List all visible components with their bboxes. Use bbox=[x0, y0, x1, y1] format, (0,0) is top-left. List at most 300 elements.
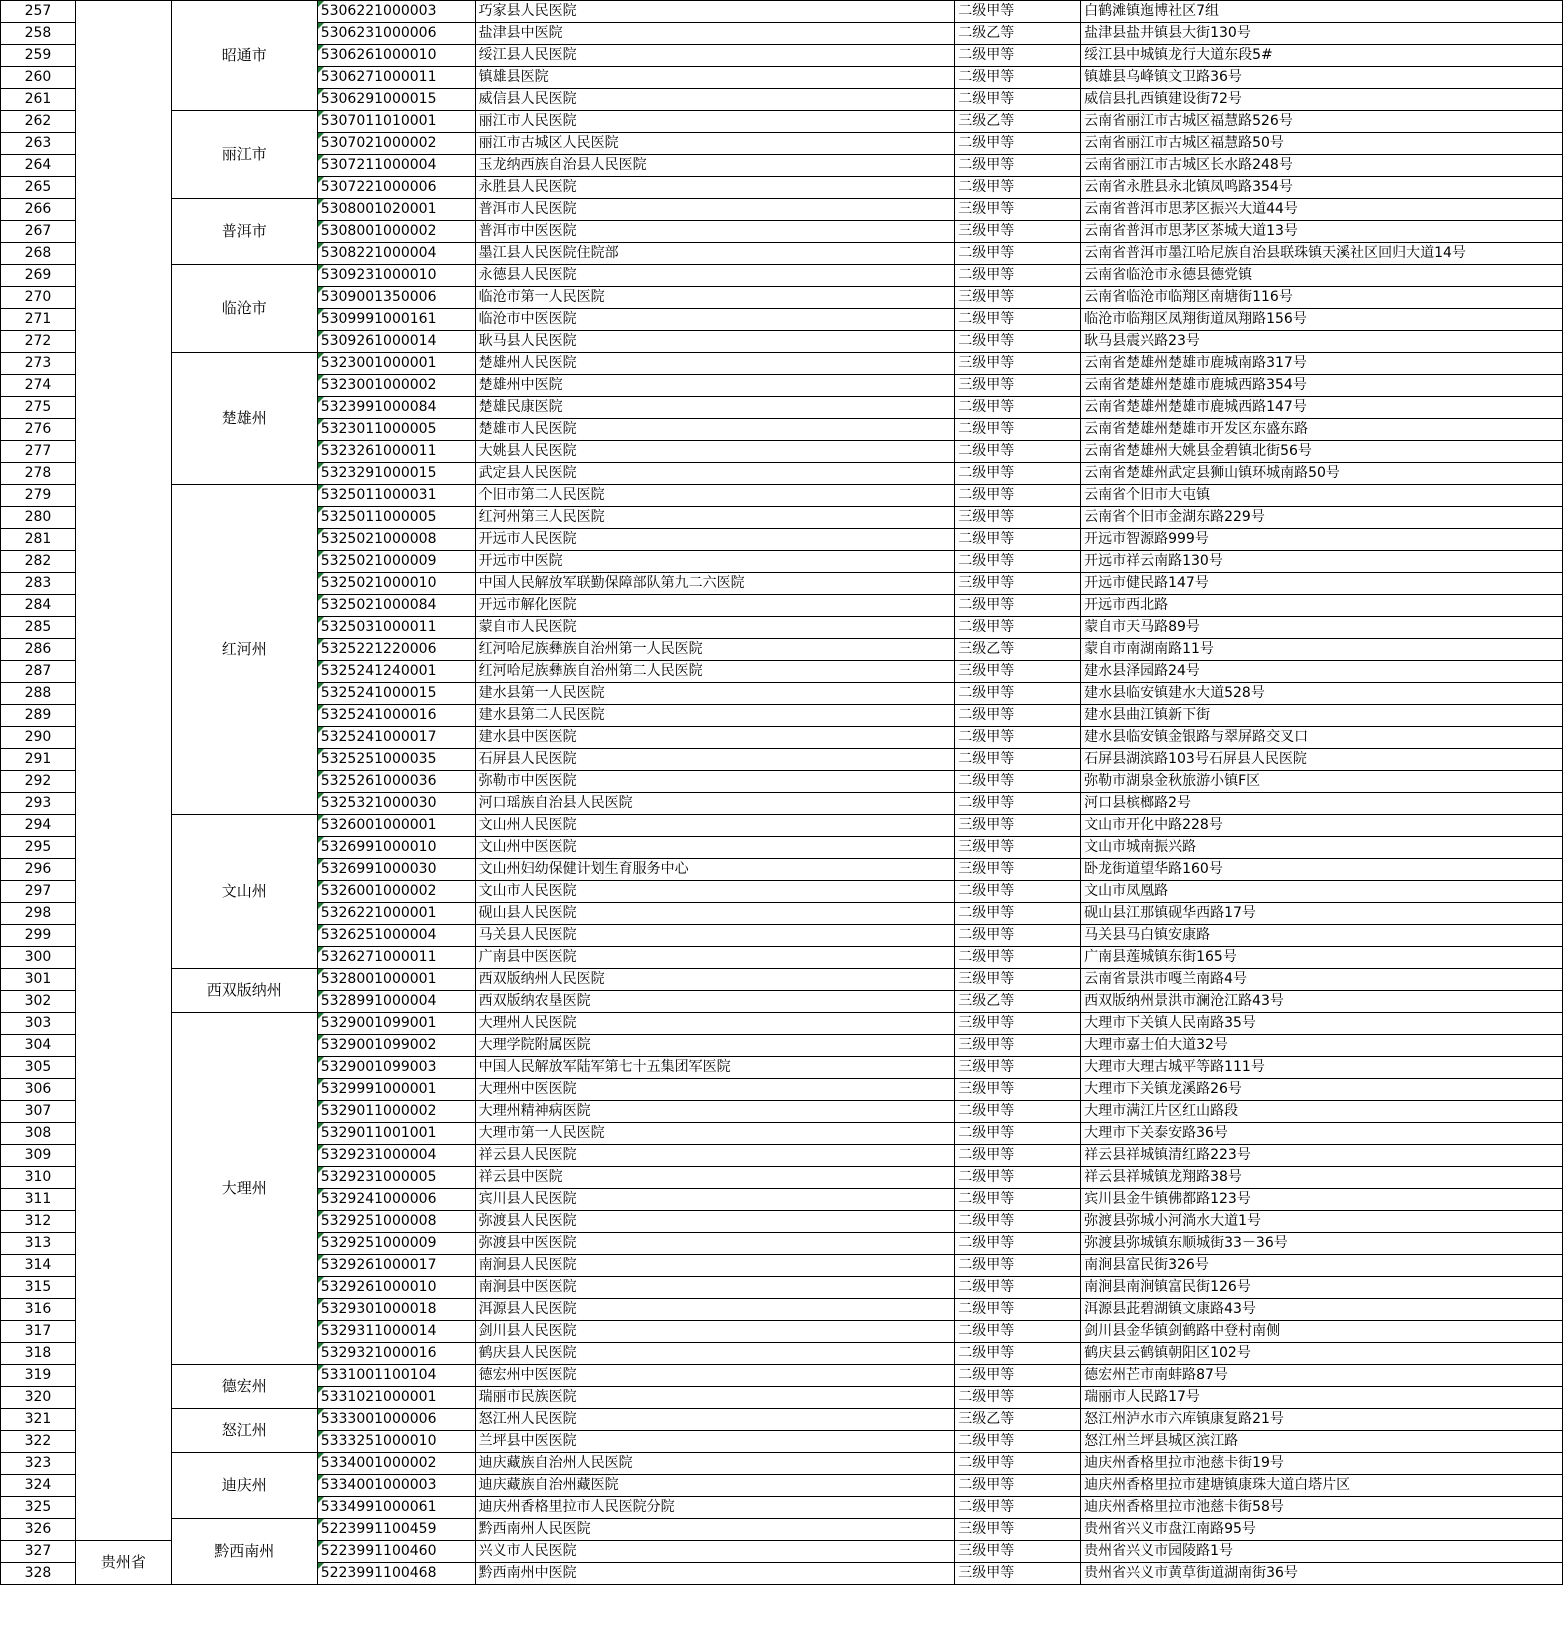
institution-code-cell: 5328001000001 bbox=[317, 969, 475, 991]
hospital-name-cell: 永德县人民医院 bbox=[475, 265, 955, 287]
address-cell: 石屏县湖滨路103号石屏县人民医院 bbox=[1081, 749, 1563, 771]
institution-code-cell: 5329261000017 bbox=[317, 1255, 475, 1277]
hospital-name-cell: 大理州人民医院 bbox=[475, 1013, 955, 1035]
address-cell: 弥勒市湖泉金秋旅游小镇F区 bbox=[1081, 771, 1563, 793]
row-number-cell: 263 bbox=[1, 133, 76, 155]
institution-code-cell: 5329001099002 bbox=[317, 1035, 475, 1057]
hospital-name-cell: 楚雄民康医院 bbox=[475, 397, 955, 419]
institution-code-cell: 5329301000018 bbox=[317, 1299, 475, 1321]
hospital-level-cell: 二级甲等 bbox=[955, 925, 1081, 947]
hospital-name-cell: 巧家县人民医院 bbox=[475, 1, 955, 23]
row-number-cell: 261 bbox=[1, 89, 76, 111]
hospital-name-cell: 大理州中医医院 bbox=[475, 1079, 955, 1101]
hospital-level-cell: 二级甲等 bbox=[955, 1, 1081, 23]
row-number-cell: 306 bbox=[1, 1079, 76, 1101]
hospital-level-cell: 二级甲等 bbox=[955, 45, 1081, 67]
hospital-level-cell: 二级甲等 bbox=[955, 881, 1081, 903]
row-number-cell: 294 bbox=[1, 815, 76, 837]
row-number-cell: 274 bbox=[1, 375, 76, 397]
address-cell: 云南省楚雄州楚雄市鹿城南路317号 bbox=[1081, 353, 1563, 375]
hospital-name-cell: 玉龙纳西族自治县人民医院 bbox=[475, 155, 955, 177]
hospital-level-cell: 二级甲等 bbox=[955, 1189, 1081, 1211]
hospital-level-cell: 二级甲等 bbox=[955, 1365, 1081, 1387]
hospital-name-cell: 建水县第一人民医院 bbox=[475, 683, 955, 705]
institution-code-cell: 5307021000002 bbox=[317, 133, 475, 155]
hospital-name-cell: 南涧县人民医院 bbox=[475, 1255, 955, 1277]
address-cell: 云南省楚雄州武定县狮山镇环城南路50号 bbox=[1081, 463, 1563, 485]
row-number-cell: 309 bbox=[1, 1145, 76, 1167]
hospital-name-cell: 大姚县人民医院 bbox=[475, 441, 955, 463]
hospital-level-cell: 二级甲等 bbox=[955, 1145, 1081, 1167]
hospital-name-cell: 马关县人民医院 bbox=[475, 925, 955, 947]
institution-code-cell: 5223991100460 bbox=[317, 1541, 475, 1563]
address-cell: 贵州省兴义市园陵路1号 bbox=[1081, 1541, 1563, 1563]
address-cell: 云南省楚雄州大姚县金碧镇北街56号 bbox=[1081, 441, 1563, 463]
institution-code-cell: 5329001099001 bbox=[317, 1013, 475, 1035]
hospital-level-cell: 二级甲等 bbox=[955, 1277, 1081, 1299]
institution-code-cell: 5326251000004 bbox=[317, 925, 475, 947]
hospital-name-cell: 迪庆州香格里拉市人民医院分院 bbox=[475, 1497, 955, 1519]
hospital-level-cell: 三级甲等 bbox=[955, 1057, 1081, 1079]
address-cell: 开远市健民路147号 bbox=[1081, 573, 1563, 595]
institution-code-cell: 5323291000015 bbox=[317, 463, 475, 485]
hospital-name-cell: 开远市解化医院 bbox=[475, 595, 955, 617]
row-number-cell: 265 bbox=[1, 177, 76, 199]
hospital-name-cell: 临沧市第一人民医院 bbox=[475, 287, 955, 309]
city-cell: 德宏州 bbox=[171, 1365, 317, 1409]
row-number-cell: 324 bbox=[1, 1475, 76, 1497]
institution-code-cell: 5309261000014 bbox=[317, 331, 475, 353]
hospital-name-cell: 开远市人民医院 bbox=[475, 529, 955, 551]
address-cell: 云南省景洪市嘎兰南路4号 bbox=[1081, 969, 1563, 991]
row-number-cell: 322 bbox=[1, 1431, 76, 1453]
row-number-cell: 260 bbox=[1, 67, 76, 89]
address-cell: 大理市大理古城平等路111号 bbox=[1081, 1057, 1563, 1079]
hospital-level-cell: 二级甲等 bbox=[955, 1123, 1081, 1145]
institution-code-cell: 5325021000010 bbox=[317, 573, 475, 595]
hospital-name-cell: 丽江市古城区人民医院 bbox=[475, 133, 955, 155]
row-number-cell: 267 bbox=[1, 221, 76, 243]
row-number-cell: 310 bbox=[1, 1167, 76, 1189]
city-cell: 丽江市 bbox=[171, 111, 317, 199]
address-cell: 镇雄县乌峰镇文卫路36号 bbox=[1081, 67, 1563, 89]
table-row bbox=[1, 265, 1563, 287]
hospital-name-cell: 红河哈尼族彝族自治州第二人民医院 bbox=[475, 661, 955, 683]
address-cell: 西双版纳州景洪市澜沧江路43号 bbox=[1081, 991, 1563, 1013]
hospital-level-cell: 二级甲等 bbox=[955, 793, 1081, 815]
row-number-cell: 326 bbox=[1, 1519, 76, 1541]
institution-code-cell: 5325021000009 bbox=[317, 551, 475, 573]
city-cell: 黔西南州 bbox=[171, 1519, 317, 1585]
hospital-name-cell: 南涧县中医医院 bbox=[475, 1277, 955, 1299]
hospital-level-cell: 二级甲等 bbox=[955, 265, 1081, 287]
address-cell: 云南省楚雄州楚雄市鹿城西路147号 bbox=[1081, 397, 1563, 419]
row-number-cell: 258 bbox=[1, 23, 76, 45]
hospital-level-cell: 三级甲等 bbox=[955, 1541, 1081, 1563]
row-number-cell: 300 bbox=[1, 947, 76, 969]
hospital-level-cell: 二级甲等 bbox=[955, 309, 1081, 331]
address-cell: 大理市下关镇人民南路35号 bbox=[1081, 1013, 1563, 1035]
hospital-level-cell: 二级甲等 bbox=[955, 1431, 1081, 1453]
hospital-name-cell: 瑞丽市民族医院 bbox=[475, 1387, 955, 1409]
institution-code-cell: 5334001000003 bbox=[317, 1475, 475, 1497]
hospital-name-cell: 剑川县人民医院 bbox=[475, 1321, 955, 1343]
city-cell: 西双版纳州 bbox=[171, 969, 317, 1013]
hospital-level-cell: 三级乙等 bbox=[955, 991, 1081, 1013]
address-cell: 开远市祥云南路130号 bbox=[1081, 551, 1563, 573]
institution-code-cell: 5325241000017 bbox=[317, 727, 475, 749]
hospital-name-cell: 弥勒市中医医院 bbox=[475, 771, 955, 793]
hospital-name-cell: 楚雄州中医院 bbox=[475, 375, 955, 397]
row-number-cell: 304 bbox=[1, 1035, 76, 1057]
institution-code-cell: 5331021000001 bbox=[317, 1387, 475, 1409]
hospital-name-cell: 丽江市人民医院 bbox=[475, 111, 955, 133]
row-number-cell: 279 bbox=[1, 485, 76, 507]
hospital-name-cell: 蒙自市人民医院 bbox=[475, 617, 955, 639]
hospital-name-cell: 弥渡县中医医院 bbox=[475, 1233, 955, 1255]
hospital-level-cell: 二级甲等 bbox=[955, 617, 1081, 639]
address-cell: 大理市下关镇龙溪路26号 bbox=[1081, 1079, 1563, 1101]
address-cell: 建水县泽园路24号 bbox=[1081, 661, 1563, 683]
table-row bbox=[1, 815, 1563, 837]
address-cell: 马关县马白镇安康路 bbox=[1081, 925, 1563, 947]
hospital-name-cell: 西双版纳农垦医院 bbox=[475, 991, 955, 1013]
row-number-cell: 303 bbox=[1, 1013, 76, 1035]
hospital-level-cell: 二级甲等 bbox=[955, 397, 1081, 419]
table-row bbox=[1, 1409, 1563, 1431]
table-body bbox=[1, 1, 1563, 1585]
address-cell: 迪庆州香格里拉市建塘镇康珠大道白塔片区 bbox=[1081, 1475, 1563, 1497]
institution-code-cell: 5306221000003 bbox=[317, 1, 475, 23]
province-cell: 贵州省 bbox=[75, 1541, 171, 1585]
address-cell: 迪庆州香格里拉市池慈卡街19号 bbox=[1081, 1453, 1563, 1475]
row-number-cell: 313 bbox=[1, 1233, 76, 1255]
institution-code-cell: 5223991100459 bbox=[317, 1519, 475, 1541]
institution-code-cell: 5323261000011 bbox=[317, 441, 475, 463]
address-cell: 宾川县金牛镇佛都路123号 bbox=[1081, 1189, 1563, 1211]
institution-code-cell: 5325221220006 bbox=[317, 639, 475, 661]
institution-code-cell: 5325321000030 bbox=[317, 793, 475, 815]
institution-code-cell: 5309991000161 bbox=[317, 309, 475, 331]
row-number-cell: 320 bbox=[1, 1387, 76, 1409]
city-cell: 怒江州 bbox=[171, 1409, 317, 1453]
address-cell: 云南省普洱市墨江哈尼族自治县联珠镇天溪社区回归大道14号 bbox=[1081, 243, 1563, 265]
hospital-name-cell: 砚山县人民医院 bbox=[475, 903, 955, 925]
hospital-level-cell: 二级甲等 bbox=[955, 419, 1081, 441]
city-cell: 普洱市 bbox=[171, 199, 317, 265]
institution-code-cell: 5329001099003 bbox=[317, 1057, 475, 1079]
hospital-level-cell: 三级甲等 bbox=[955, 287, 1081, 309]
hospital-name-cell: 中国人民解放军联勤保障部队第九二六医院 bbox=[475, 573, 955, 595]
hospital-name-cell: 绥江县人民医院 bbox=[475, 45, 955, 67]
hospital-level-cell: 二级甲等 bbox=[955, 1299, 1081, 1321]
institution-code-cell: 5325261000036 bbox=[317, 771, 475, 793]
address-cell: 建水县临安镇建水大道528号 bbox=[1081, 683, 1563, 705]
hospital-level-cell: 二级甲等 bbox=[955, 243, 1081, 265]
institution-code-cell: 5309001350006 bbox=[317, 287, 475, 309]
address-cell: 瑞丽市人民路17号 bbox=[1081, 1387, 1563, 1409]
city-cell: 红河州 bbox=[171, 485, 317, 815]
address-cell: 怒江州兰坪县城区滨江路 bbox=[1081, 1431, 1563, 1453]
institution-code-cell: 5334001000002 bbox=[317, 1453, 475, 1475]
hospital-level-cell: 二级甲等 bbox=[955, 947, 1081, 969]
hospital-name-cell: 迪庆藏族自治州藏医院 bbox=[475, 1475, 955, 1497]
hospital-level-cell: 二级甲等 bbox=[955, 529, 1081, 551]
hospital-name-cell: 宾川县人民医院 bbox=[475, 1189, 955, 1211]
address-cell: 大理市下关泰安路36号 bbox=[1081, 1123, 1563, 1145]
hospital-name-cell: 大理州精神病医院 bbox=[475, 1101, 955, 1123]
row-number-cell: 312 bbox=[1, 1211, 76, 1233]
hospital-name-cell: 威信县人民医院 bbox=[475, 89, 955, 111]
hospital-level-cell: 三级甲等 bbox=[955, 1519, 1081, 1541]
hospital-name-cell: 河口瑶族自治县人民医院 bbox=[475, 793, 955, 815]
institution-code-cell: 5329011000002 bbox=[317, 1101, 475, 1123]
hospital-level-cell: 二级甲等 bbox=[955, 441, 1081, 463]
institution-code-cell: 5308001000002 bbox=[317, 221, 475, 243]
table-row bbox=[1, 199, 1563, 221]
hospital-level-cell: 二级甲等 bbox=[955, 67, 1081, 89]
hospital-name-cell: 红河州第三人民医院 bbox=[475, 507, 955, 529]
hospital-level-cell: 三级甲等 bbox=[955, 199, 1081, 221]
address-cell: 开远市西北路 bbox=[1081, 595, 1563, 617]
address-cell: 广南县莲城镇东街165号 bbox=[1081, 947, 1563, 969]
hospital-level-cell: 三级甲等 bbox=[955, 969, 1081, 991]
hospital-name-cell: 文山州人民医院 bbox=[475, 815, 955, 837]
institution-code-cell: 5325011000031 bbox=[317, 485, 475, 507]
hospital-name-cell: 德宏州中医医院 bbox=[475, 1365, 955, 1387]
hospital-level-cell: 二级甲等 bbox=[955, 683, 1081, 705]
row-number-cell: 288 bbox=[1, 683, 76, 705]
hospital-level-cell: 二级甲等 bbox=[955, 331, 1081, 353]
city-cell: 昭通市 bbox=[171, 1, 317, 111]
hospital-level-cell: 二级甲等 bbox=[955, 727, 1081, 749]
row-number-cell: 257 bbox=[1, 1, 76, 23]
institution-code-cell: 5329321000016 bbox=[317, 1343, 475, 1365]
row-number-cell: 293 bbox=[1, 793, 76, 815]
table-row bbox=[1, 1, 1563, 23]
hospital-level-cell: 三级甲等 bbox=[955, 1035, 1081, 1057]
hospital-level-cell: 二级甲等 bbox=[955, 89, 1081, 111]
hospital-name-cell: 楚雄市人民医院 bbox=[475, 419, 955, 441]
institution-code-cell: 5323001000002 bbox=[317, 375, 475, 397]
institution-code-cell: 5329251000008 bbox=[317, 1211, 475, 1233]
row-number-cell: 292 bbox=[1, 771, 76, 793]
row-number-cell: 276 bbox=[1, 419, 76, 441]
row-number-cell: 311 bbox=[1, 1189, 76, 1211]
institution-code-cell: 5323011000005 bbox=[317, 419, 475, 441]
address-cell: 洱源县茈碧湖镇文康路43号 bbox=[1081, 1299, 1563, 1321]
hospital-level-cell: 二级甲等 bbox=[955, 463, 1081, 485]
hospital-level-cell: 三级乙等 bbox=[955, 1409, 1081, 1431]
hospital-name-cell: 祥云县人民医院 bbox=[475, 1145, 955, 1167]
hospital-level-cell: 三级甲等 bbox=[955, 353, 1081, 375]
address-cell: 砚山县江那镇砚华西路17号 bbox=[1081, 903, 1563, 925]
hospital-name-cell: 建水县第二人民医院 bbox=[475, 705, 955, 727]
address-cell: 建水县曲江镇新下街 bbox=[1081, 705, 1563, 727]
institution-code-cell: 5306261000010 bbox=[317, 45, 475, 67]
institution-code-cell: 5331001100104 bbox=[317, 1365, 475, 1387]
hospital-level-cell: 三级甲等 bbox=[955, 375, 1081, 397]
hospital-name-cell: 迪庆藏族自治州人民医院 bbox=[475, 1453, 955, 1475]
institution-code-cell: 5325031000011 bbox=[317, 617, 475, 639]
address-cell: 云南省永胜县永北镇凤鸣路354号 bbox=[1081, 177, 1563, 199]
hospital-name-cell: 鹤庆县人民医院 bbox=[475, 1343, 955, 1365]
row-number-cell: 281 bbox=[1, 529, 76, 551]
hospital-level-cell: 三级甲等 bbox=[955, 837, 1081, 859]
institution-code-cell: 5325241000015 bbox=[317, 683, 475, 705]
address-cell: 蒙自市南湖南路11号 bbox=[1081, 639, 1563, 661]
address-cell: 贵州省兴义市黄草街道湖南街36号 bbox=[1081, 1563, 1563, 1585]
city-cell: 大理州 bbox=[171, 1013, 317, 1365]
row-number-cell: 289 bbox=[1, 705, 76, 727]
row-number-cell: 319 bbox=[1, 1365, 76, 1387]
institution-code-cell: 5325251000035 bbox=[317, 749, 475, 771]
hospital-level-cell: 二级甲等 bbox=[955, 1453, 1081, 1475]
row-number-cell: 297 bbox=[1, 881, 76, 903]
institution-code-cell: 5325011000005 bbox=[317, 507, 475, 529]
institution-code-cell: 5223991100468 bbox=[317, 1563, 475, 1585]
institution-code-cell: 5326221000001 bbox=[317, 903, 475, 925]
address-cell: 建水县临安镇金银路与翠屏路交叉口 bbox=[1081, 727, 1563, 749]
row-number-cell: 259 bbox=[1, 45, 76, 67]
hospital-name-cell: 普洱市人民医院 bbox=[475, 199, 955, 221]
hospital-level-cell: 二级甲等 bbox=[955, 1233, 1081, 1255]
address-cell: 云南省丽江市古城区福慧路50号 bbox=[1081, 133, 1563, 155]
row-number-cell: 282 bbox=[1, 551, 76, 573]
institution-code-cell: 5307211000004 bbox=[317, 155, 475, 177]
hospital-level-cell: 二级甲等 bbox=[955, 1497, 1081, 1519]
row-number-cell: 314 bbox=[1, 1255, 76, 1277]
hospital-name-cell: 西双版纳州人民医院 bbox=[475, 969, 955, 991]
hospital-name-cell: 文山州妇幼保健计划生育服务中心 bbox=[475, 859, 955, 881]
address-cell: 迪庆州香格里拉市池慈卡街58号 bbox=[1081, 1497, 1563, 1519]
row-number-cell: 286 bbox=[1, 639, 76, 661]
row-number-cell: 317 bbox=[1, 1321, 76, 1343]
hospital-level-cell: 三级甲等 bbox=[955, 573, 1081, 595]
table-row bbox=[1, 1519, 1563, 1541]
hospital-name-cell: 开远市中医院 bbox=[475, 551, 955, 573]
hospital-name-cell: 黔西南州人民医院 bbox=[475, 1519, 955, 1541]
table-row bbox=[1, 111, 1563, 133]
address-cell: 开远市智源路999号 bbox=[1081, 529, 1563, 551]
hospital-level-cell: 二级甲等 bbox=[955, 1101, 1081, 1123]
address-cell: 文山市凤凰路 bbox=[1081, 881, 1563, 903]
institution-code-cell: 5329261000010 bbox=[317, 1277, 475, 1299]
row-number-cell: 280 bbox=[1, 507, 76, 529]
institution-code-cell: 5329011001001 bbox=[317, 1123, 475, 1145]
address-cell: 云南省个旧市金湖东路229号 bbox=[1081, 507, 1563, 529]
row-number-cell: 321 bbox=[1, 1409, 76, 1431]
institution-code-cell: 5308221000004 bbox=[317, 243, 475, 265]
table-row bbox=[1, 1365, 1563, 1387]
institution-code-cell: 5325241000016 bbox=[317, 705, 475, 727]
institution-code-cell: 5334991000061 bbox=[317, 1497, 475, 1519]
hospital-name-cell: 镇雄县医院 bbox=[475, 67, 955, 89]
hospital-level-cell: 三级甲等 bbox=[955, 1563, 1081, 1585]
institution-code-cell: 5326991000010 bbox=[317, 837, 475, 859]
row-number-cell: 284 bbox=[1, 595, 76, 617]
hospital-name-cell: 黔西南州中医院 bbox=[475, 1563, 955, 1585]
hospital-name-cell: 兴义市人民医院 bbox=[475, 1541, 955, 1563]
row-number-cell: 287 bbox=[1, 661, 76, 683]
hospital-name-cell: 兰坪县中医医院 bbox=[475, 1431, 955, 1453]
address-cell: 耿马县震兴路23号 bbox=[1081, 331, 1563, 353]
table-row bbox=[1, 969, 1563, 991]
table-row bbox=[1, 353, 1563, 375]
hospital-level-cell: 二级甲等 bbox=[955, 133, 1081, 155]
hospital-name-cell: 中国人民解放军陆军第七十五集团军医院 bbox=[475, 1057, 955, 1079]
table-row bbox=[1, 1453, 1563, 1475]
hospital-level-cell: 二级甲等 bbox=[955, 903, 1081, 925]
row-number-cell: 325 bbox=[1, 1497, 76, 1519]
hospital-level-cell: 二级甲等 bbox=[955, 1167, 1081, 1189]
hospital-level-cell: 二级甲等 bbox=[955, 1255, 1081, 1277]
hospital-name-cell: 临沧市中医医院 bbox=[475, 309, 955, 331]
city-cell: 楚雄州 bbox=[171, 353, 317, 485]
institution-code-cell: 5306271000011 bbox=[317, 67, 475, 89]
row-number-cell: 301 bbox=[1, 969, 76, 991]
hospital-level-cell: 二级甲等 bbox=[955, 1475, 1081, 1497]
row-number-cell: 266 bbox=[1, 199, 76, 221]
row-number-cell: 302 bbox=[1, 991, 76, 1013]
row-number-cell: 308 bbox=[1, 1123, 76, 1145]
address-cell: 弥渡县弥城镇东顺城街33－36号 bbox=[1081, 1233, 1563, 1255]
hospital-name-cell: 永胜县人民医院 bbox=[475, 177, 955, 199]
hospital-level-cell: 三级乙等 bbox=[955, 639, 1081, 661]
city-cell: 文山州 bbox=[171, 815, 317, 969]
address-cell: 南涧县南涧镇富民街126号 bbox=[1081, 1277, 1563, 1299]
hospital-level-cell: 三级乙等 bbox=[955, 111, 1081, 133]
address-cell: 南涧县富民街326号 bbox=[1081, 1255, 1563, 1277]
institution-code-cell: 5326001000002 bbox=[317, 881, 475, 903]
address-cell: 卧龙街道望华路160号 bbox=[1081, 859, 1563, 881]
hospital-name-cell: 耿马县人民医院 bbox=[475, 331, 955, 353]
hospital-level-cell: 二级甲等 bbox=[955, 1321, 1081, 1343]
institution-code-cell: 5309231000010 bbox=[317, 265, 475, 287]
hospital-level-cell: 三级甲等 bbox=[955, 507, 1081, 529]
address-cell: 文山市开化中路228号 bbox=[1081, 815, 1563, 837]
row-number-cell: 305 bbox=[1, 1057, 76, 1079]
hospital-level-cell: 三级甲等 bbox=[955, 661, 1081, 683]
row-number-cell: 316 bbox=[1, 1299, 76, 1321]
city-cell: 临沧市 bbox=[171, 265, 317, 353]
hospital-level-cell: 三级甲等 bbox=[955, 815, 1081, 837]
institution-code-cell: 5329991000001 bbox=[317, 1079, 475, 1101]
row-number-cell: 295 bbox=[1, 837, 76, 859]
hospital-level-cell: 二级乙等 bbox=[955, 23, 1081, 45]
row-number-cell: 264 bbox=[1, 155, 76, 177]
hospital-name-cell: 大理学院附属医院 bbox=[475, 1035, 955, 1057]
row-number-cell: 296 bbox=[1, 859, 76, 881]
hospital-name-cell: 祥云县中医院 bbox=[475, 1167, 955, 1189]
institution-code-cell: 5329231000004 bbox=[317, 1145, 475, 1167]
row-number-cell: 273 bbox=[1, 353, 76, 375]
address-cell: 云南省个旧市大屯镇 bbox=[1081, 485, 1563, 507]
institution-code-cell: 5329231000005 bbox=[317, 1167, 475, 1189]
row-number-cell: 323 bbox=[1, 1453, 76, 1475]
address-cell: 云南省普洱市思茅区茶城大道13号 bbox=[1081, 221, 1563, 243]
address-cell: 弥渡县弥城小河淌水大道1号 bbox=[1081, 1211, 1563, 1233]
row-number-cell: 290 bbox=[1, 727, 76, 749]
address-cell: 云南省楚雄州楚雄市鹿城西路354号 bbox=[1081, 375, 1563, 397]
address-cell: 绥江县中城镇龙行大道东段5# bbox=[1081, 45, 1563, 67]
hospital-name-cell: 洱源县人民医院 bbox=[475, 1299, 955, 1321]
hospital-level-cell: 二级甲等 bbox=[955, 155, 1081, 177]
address-cell: 云南省丽江市古城区福慧路526号 bbox=[1081, 111, 1563, 133]
institution-code-cell: 5308001020001 bbox=[317, 199, 475, 221]
hospital-name-cell: 楚雄州人民医院 bbox=[475, 353, 955, 375]
institution-code-cell: 5329241000006 bbox=[317, 1189, 475, 1211]
